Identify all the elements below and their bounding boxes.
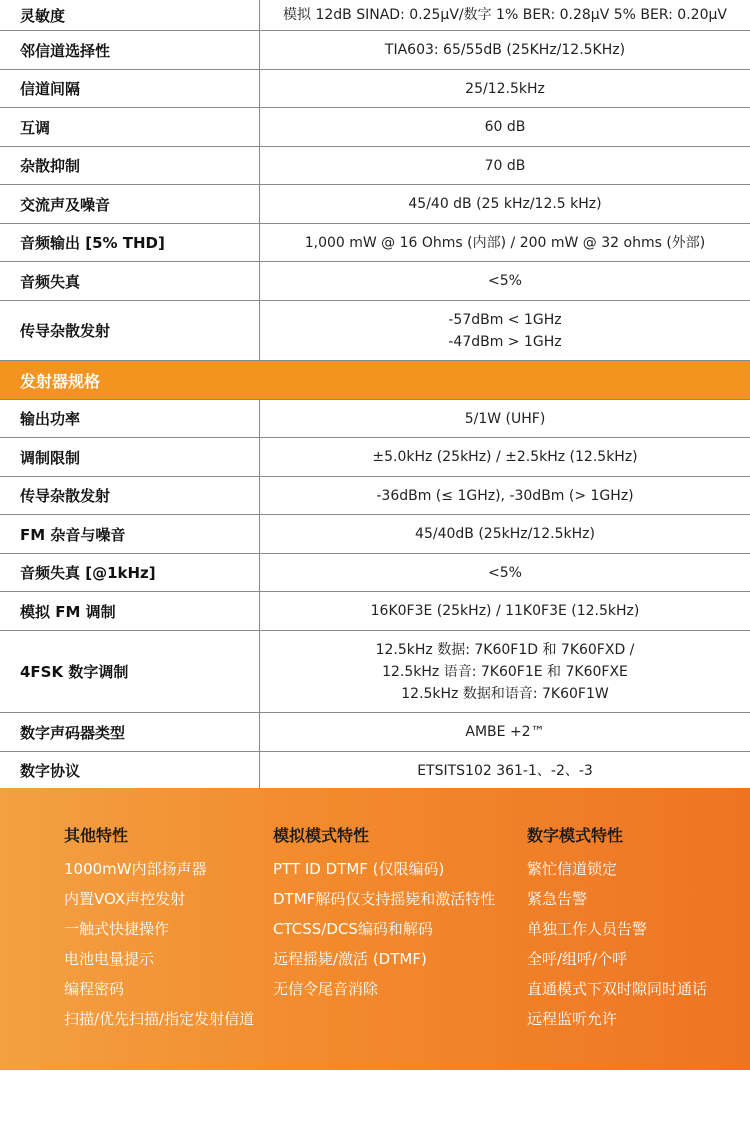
spec-row bbox=[0, 301, 750, 361]
spec-label: 输出功率 bbox=[0, 400, 260, 437]
analog-features-column bbox=[273, 824, 495, 1004]
spec-value bbox=[260, 262, 750, 300]
spec-label: 传导杂散发射 bbox=[0, 301, 260, 360]
spec-value bbox=[260, 515, 750, 553]
spec-row bbox=[0, 185, 750, 224]
spec-value-line: -47dBm > 1GHz bbox=[448, 333, 562, 350]
feature-item: 紧急告警 bbox=[527, 890, 588, 908]
spec-row bbox=[0, 554, 750, 592]
spec-value bbox=[260, 108, 750, 146]
spec-label: 音频输出 [5% THD] bbox=[0, 224, 260, 261]
features-panel bbox=[0, 788, 750, 1070]
spec-row bbox=[0, 592, 750, 631]
spec-value bbox=[260, 477, 750, 514]
spec-value bbox=[260, 631, 750, 712]
spec-value bbox=[260, 185, 750, 223]
feature-item: 单独工作人员告警 bbox=[527, 920, 648, 938]
spec-row bbox=[0, 477, 750, 515]
spec-value-line: 12.5kHz 语音: 7K60F1E 和 7K60FXE bbox=[382, 663, 628, 680]
spec-value-line: 45/40dB (25kHz/12.5kHz) bbox=[415, 526, 595, 542]
spec-label: 音频失真 bbox=[0, 262, 260, 300]
spec-value bbox=[260, 31, 750, 69]
other-features-title: 其他特性 bbox=[64, 826, 129, 845]
feature-item: 电池电量提示 bbox=[64, 950, 155, 968]
spec-value-line: 45/40 dB (25 kHz/12.5 kHz) bbox=[408, 196, 602, 212]
spec-value-line: -36dBm (≤ 1GHz), -30dBm (> 1GHz) bbox=[376, 487, 634, 504]
spec-label: 数字声码器类型 bbox=[0, 713, 260, 751]
spec-value bbox=[260, 438, 750, 476]
transmitter-section-title: 发射器规格 bbox=[20, 371, 101, 391]
spec-label: 模拟 FM 调制 bbox=[0, 592, 260, 630]
spec-value-line: ETSITS102 361-1、-2、-3 bbox=[417, 762, 593, 779]
spec-value bbox=[260, 400, 750, 437]
spec-label: 邻信道选择性 bbox=[0, 31, 260, 69]
analog-features-title: 模拟模式特性 bbox=[273, 826, 370, 845]
spec-value-line: 12.5kHz 数据和语音: 7K60F1W bbox=[401, 685, 609, 702]
feature-item: 繁忙信道锁定 bbox=[527, 860, 618, 878]
spec-value bbox=[260, 0, 750, 30]
transmitter-spec-rows bbox=[0, 400, 750, 790]
spec-row bbox=[0, 262, 750, 301]
spec-label: 交流声及噪音 bbox=[0, 185, 260, 223]
spec-value-line: TIA603: 65/55dB (25KHz/12.5KHz) bbox=[384, 42, 626, 58]
feature-item: DTMF解码仅支持摇毙和激活特性 bbox=[273, 890, 496, 908]
spec-value bbox=[260, 147, 750, 184]
spec-row bbox=[0, 108, 750, 147]
spec-value-line: <5% bbox=[488, 273, 522, 289]
spec-label: FM 杂音与噪音 bbox=[0, 515, 260, 553]
spec-label: 4FSK 数字调制 bbox=[0, 631, 260, 712]
spec-value bbox=[260, 70, 750, 107]
spec-row bbox=[0, 147, 750, 185]
spec-label: 互调 bbox=[0, 108, 260, 146]
spec-value-line: ±5.0kHz (25kHz) / ±2.5kHz (12.5kHz) bbox=[372, 449, 638, 465]
spec-value-line: 模拟 12dB SINAD: 0.25μV/数字 1% BER: 0.28μV 5% BER: 0.20μV bbox=[283, 7, 727, 23]
spec-value bbox=[260, 554, 750, 591]
spec-row bbox=[0, 713, 750, 752]
spec-value-line: 12.5kHz 数据: 7K60F1D 和 7K60FXD / bbox=[375, 641, 635, 658]
spec-row bbox=[0, 400, 750, 438]
spec-value bbox=[260, 752, 750, 789]
spec-label: 音频失真 [@1kHz] bbox=[0, 554, 260, 591]
page-bottom-margin bbox=[0, 1070, 750, 1125]
feature-item: 扫描/优先扫描/指定发射信道 bbox=[64, 1010, 255, 1028]
transmitter-section-header bbox=[0, 361, 750, 400]
feature-item: 1000mW内部扬声器 bbox=[64, 860, 207, 878]
feature-item: 编程密码 bbox=[64, 980, 125, 998]
spec-row bbox=[0, 70, 750, 108]
spec-row bbox=[0, 752, 750, 790]
spec-row bbox=[0, 438, 750, 477]
receiver-spec-rows bbox=[0, 0, 750, 361]
spec-value-line: -57dBm < 1GHz bbox=[448, 311, 562, 328]
other-features-column bbox=[64, 824, 254, 1034]
spec-value-line: 25/12.5kHz bbox=[465, 80, 545, 97]
spec-value-line: 16K0F3E (25kHz) / 11K0F3E (12.5kHz) bbox=[370, 603, 640, 619]
feature-item: 内置VOX声控发射 bbox=[64, 890, 186, 908]
spec-value-line: 70 dB bbox=[484, 157, 526, 174]
spec-row bbox=[0, 31, 750, 70]
spec-label: 传导杂散发射 bbox=[0, 477, 260, 514]
spec-row bbox=[0, 631, 750, 713]
spec-value-line: AMBE +2™ bbox=[465, 724, 545, 740]
spec-row bbox=[0, 0, 750, 31]
spec-label: 信道间隔 bbox=[0, 70, 260, 107]
feature-item: 一触式快捷操作 bbox=[64, 920, 170, 938]
spec-value-line: <5% bbox=[488, 564, 522, 581]
feature-item: 全呼/组呼/个呼 bbox=[527, 950, 628, 968]
spec-value bbox=[260, 592, 750, 630]
feature-item: CTCSS/DCS编码和解码 bbox=[273, 920, 433, 938]
spec-value bbox=[260, 224, 750, 261]
feature-item: 远程摇毙/激活 (DTMF) bbox=[273, 950, 427, 968]
spec-row bbox=[0, 224, 750, 262]
spec-label: 调制限制 bbox=[0, 438, 260, 476]
spec-label: 杂散抑制 bbox=[0, 147, 260, 184]
feature-item: 无信令尾音消除 bbox=[273, 980, 379, 998]
spec-value bbox=[260, 713, 750, 751]
spec-label: 灵敏度 bbox=[0, 0, 260, 30]
feature-item: 直通模式下双时隙同时通话 bbox=[527, 980, 708, 998]
spec-row bbox=[0, 515, 750, 554]
spec-label: 数字协议 bbox=[0, 752, 260, 789]
feature-item: 远程监听允许 bbox=[527, 1010, 618, 1028]
digital-features-column bbox=[527, 824, 707, 1034]
digital-features-title: 数字模式特性 bbox=[527, 826, 624, 845]
spec-value-line: 60 dB bbox=[484, 119, 526, 135]
spec-value-line: 5/1W (UHF) bbox=[464, 410, 546, 427]
spec-value bbox=[260, 301, 750, 360]
feature-item: PTT ID DTMF (仅限编码) bbox=[273, 860, 445, 878]
spec-value-line: 1,000 mW @ 16 Ohms (内部) / 200 mW @ 32 ohms (外部) bbox=[304, 234, 706, 251]
